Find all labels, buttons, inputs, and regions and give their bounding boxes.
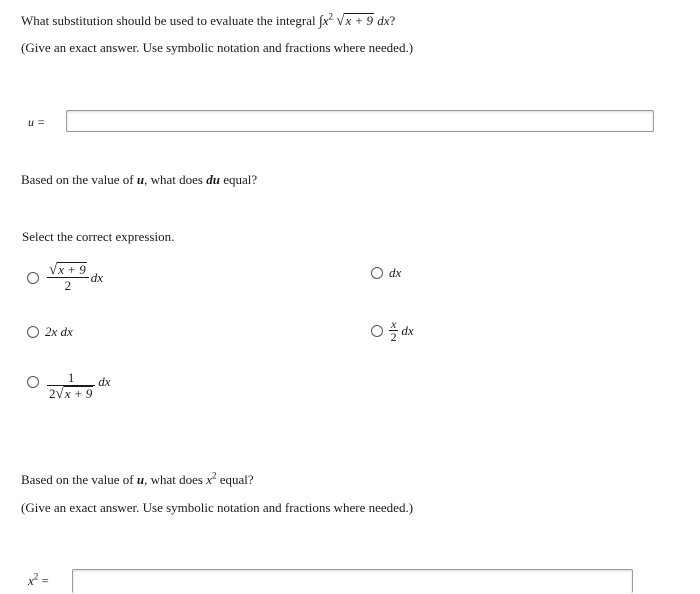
option-e-radicand: x + 9 xyxy=(64,386,93,401)
u-label: u = xyxy=(28,115,46,129)
x-label-exponent: 2 xyxy=(33,571,39,582)
option-a-denominator: 2 xyxy=(64,278,72,293)
option-b-radio[interactable] xyxy=(371,267,383,279)
u-answer-input[interactable] xyxy=(66,110,654,132)
question-3-instruction: (Give an exact answer. Use symbolic notation and fractions where needed.) xyxy=(21,500,414,515)
option-a-radical-sign: √ xyxy=(49,262,58,278)
question-mark: ? xyxy=(389,13,396,28)
option-d[interactable] xyxy=(371,318,414,343)
option-e[interactable] xyxy=(27,370,111,401)
question-1-instruction: (Give an exact answer. Use symbolic notation and fractions where needed.) xyxy=(21,40,414,55)
option-a-radicand: x + 9 xyxy=(58,262,86,277)
option-a[interactable] xyxy=(27,262,103,293)
q3-var-x: x xyxy=(206,472,213,487)
option-e-radical-sign: √ xyxy=(55,386,64,402)
integrand-exponent: 2 xyxy=(328,11,333,22)
option-d-fraction xyxy=(389,318,398,343)
x-label-base: x xyxy=(28,573,34,588)
option-a-expression xyxy=(47,262,103,293)
x-squared-answer-input[interactable] xyxy=(72,569,633,593)
option-a-dx: dx xyxy=(90,269,104,285)
question-3-prompt xyxy=(21,472,254,488)
option-e-denom-coef: 2 xyxy=(49,386,56,401)
option-c-label: 2x dx xyxy=(45,324,73,339)
radical-sign: √ xyxy=(336,13,345,29)
integral-expression xyxy=(319,13,395,28)
option-d-expression xyxy=(389,318,414,343)
question-1-prompt xyxy=(21,13,395,30)
option-c-radio[interactable] xyxy=(27,326,39,338)
option-e-radio[interactable] xyxy=(27,376,39,388)
option-e-denominator xyxy=(47,386,95,401)
q3-prompt-pre: Based on the value of xyxy=(21,472,134,487)
option-c[interactable] xyxy=(27,324,73,340)
option-e-dx: dx xyxy=(98,373,111,389)
option-a-numerator xyxy=(47,262,89,277)
option-a-radio[interactable] xyxy=(27,272,39,284)
q3-prompt-post: equal? xyxy=(219,472,254,487)
option-e-denom-radical xyxy=(56,386,94,401)
option-e-numerator: 1 xyxy=(67,370,75,385)
question-1-text: What substitution should be used to evaluate the integral xyxy=(21,13,316,28)
q2-var-du: du xyxy=(206,172,220,187)
option-e-expression xyxy=(47,370,111,401)
q2-var-u: u xyxy=(136,172,145,187)
question-2-prompt xyxy=(21,172,257,188)
option-e-fraction xyxy=(47,370,95,401)
x-label-equals: = xyxy=(41,573,49,588)
option-d-denominator: 2 xyxy=(390,330,397,344)
q2-prompt-pre: Based on the value of xyxy=(21,172,134,187)
option-d-dx: dx xyxy=(401,322,414,338)
option-a-fraction xyxy=(47,262,89,293)
option-d-radio[interactable] xyxy=(371,325,383,337)
x-squared-label xyxy=(28,573,49,589)
option-d-numerator: x xyxy=(391,317,397,331)
radicand: x + 9 xyxy=(345,13,374,28)
q3-var-exponent: 2 xyxy=(212,470,217,481)
q2-prompt-post: equal? xyxy=(223,172,258,187)
option-b[interactable] xyxy=(371,265,401,281)
select-expression-label: Select the correct expression. xyxy=(22,229,175,244)
integrand-base: x xyxy=(322,13,329,28)
q2-prompt-mid: , what does xyxy=(144,172,203,187)
option-b-label: dx xyxy=(389,265,402,280)
integrand-radical xyxy=(336,13,374,28)
q3-var-u: u xyxy=(136,472,145,487)
integral-sign: ∫ xyxy=(318,14,323,29)
differential: dx xyxy=(377,13,390,28)
q3-prompt-mid: , what does xyxy=(144,472,203,487)
